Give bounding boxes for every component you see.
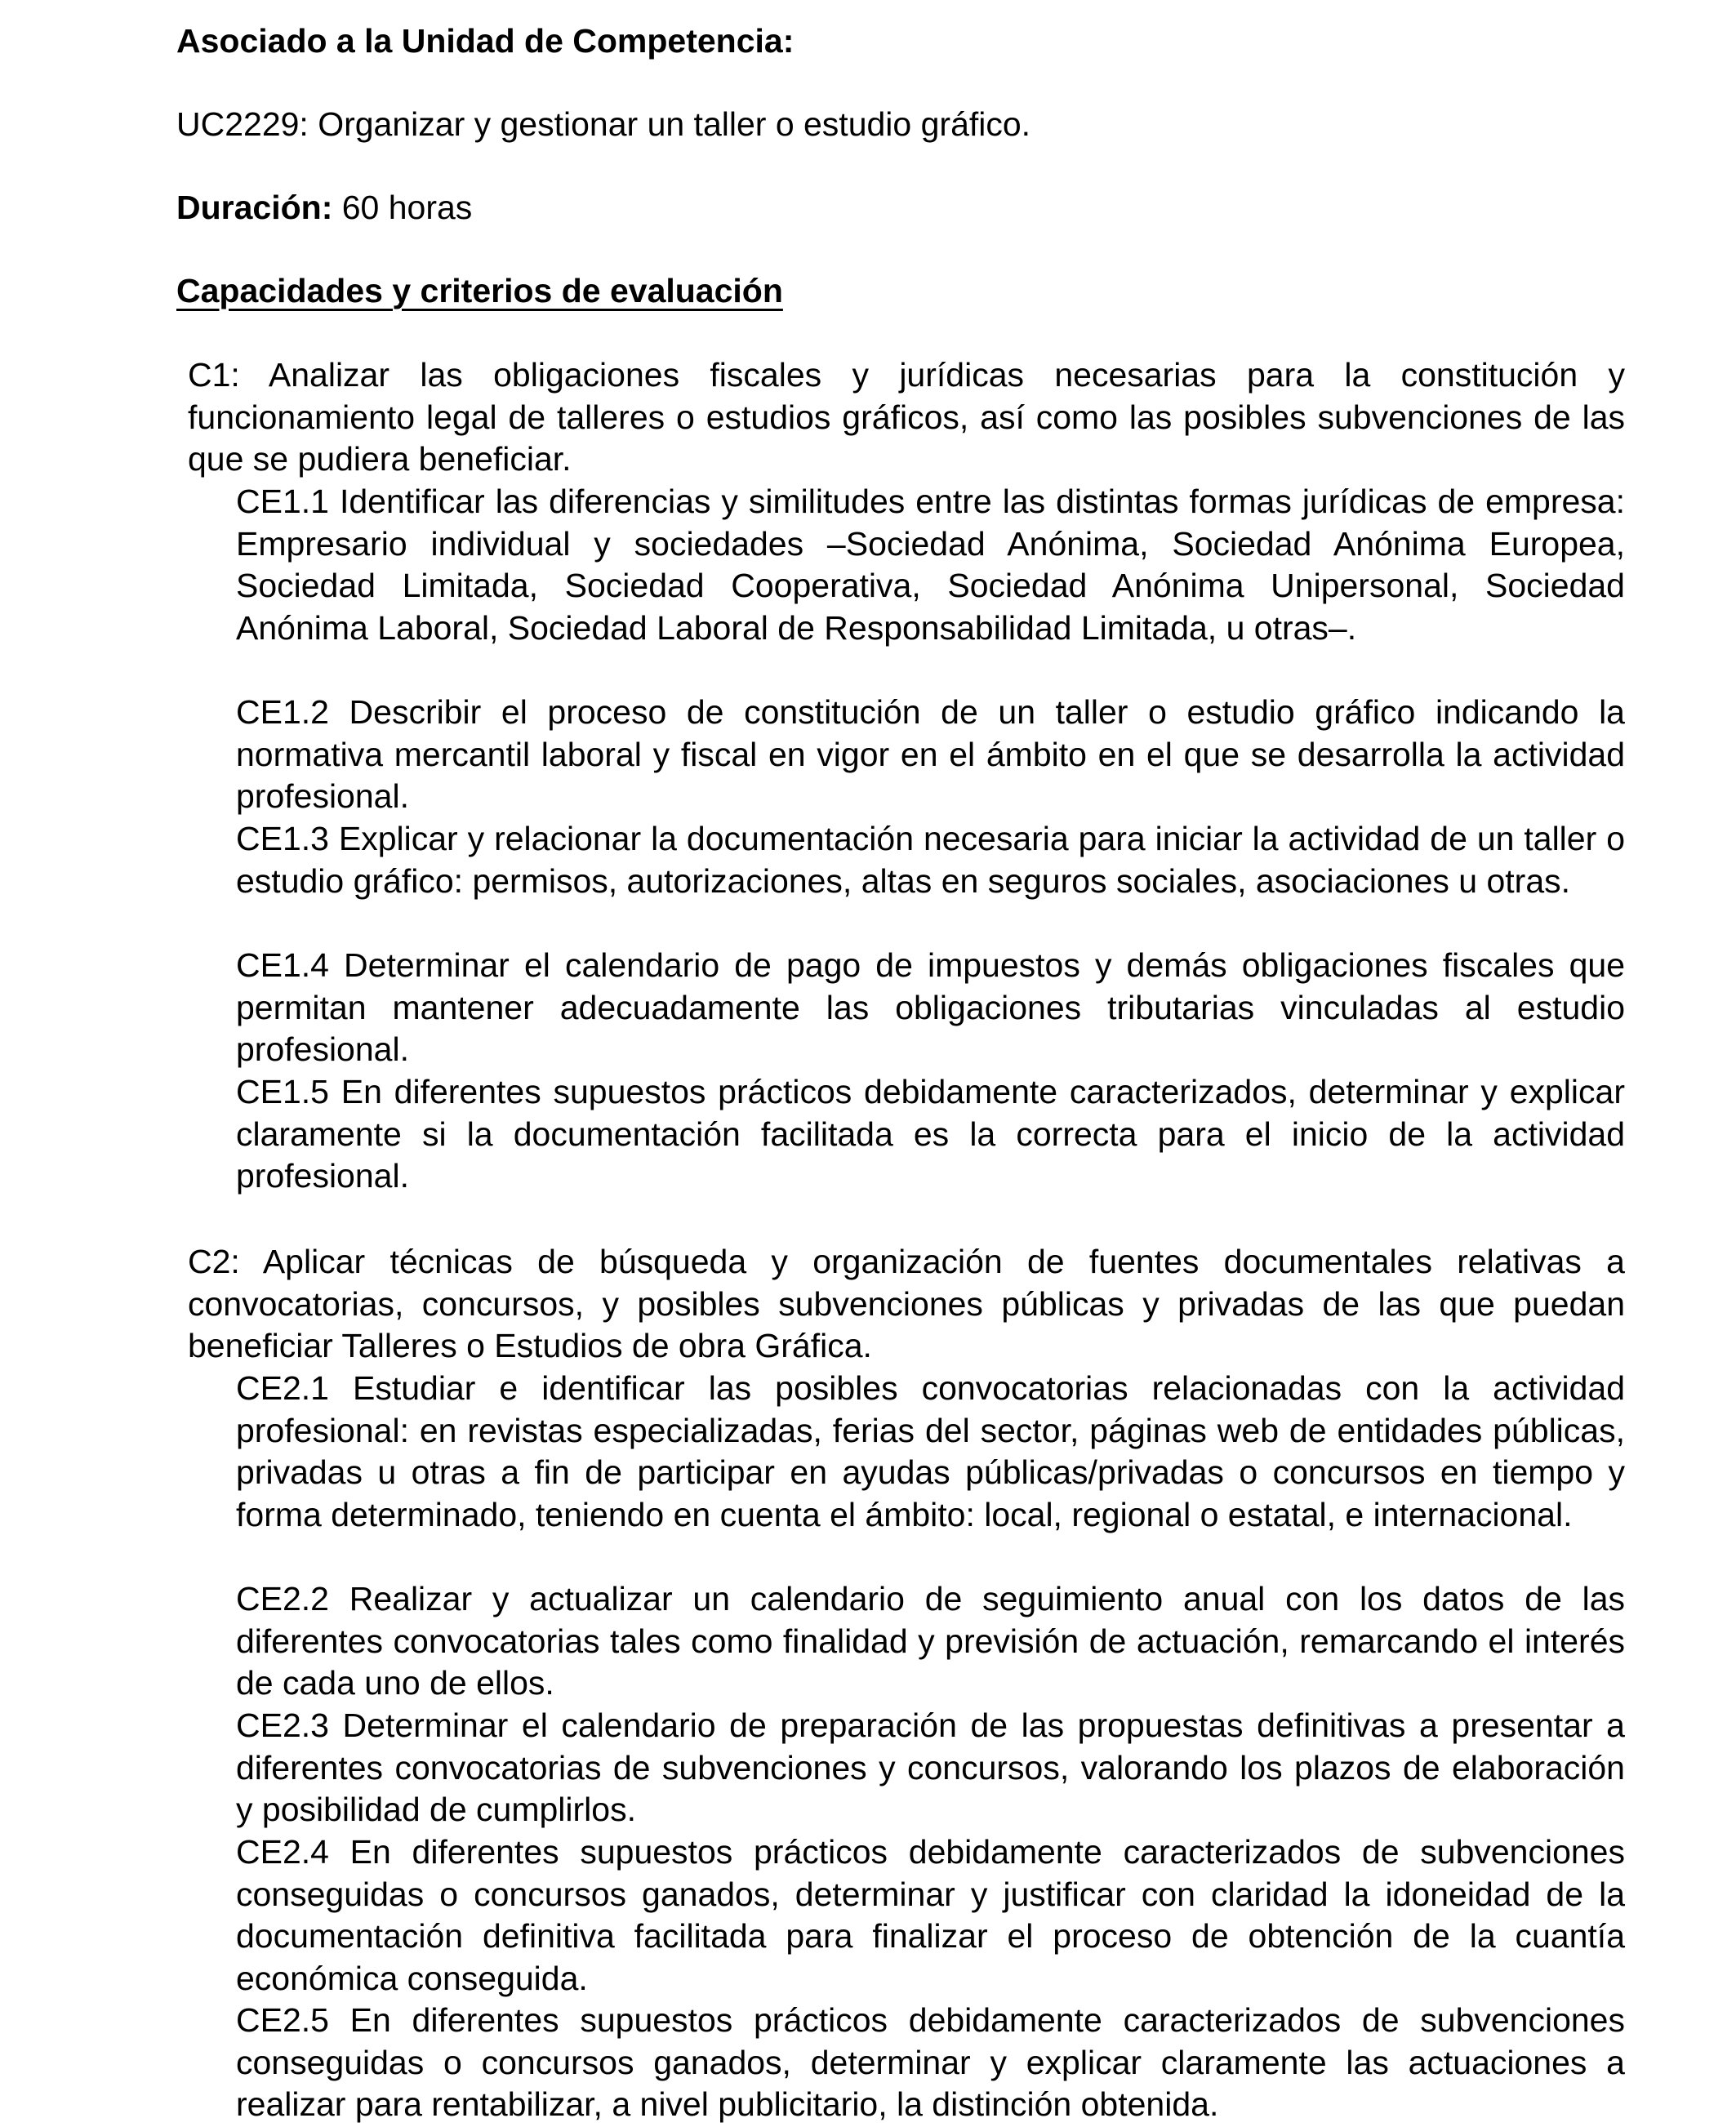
criterion-ce1-5: CE1.5 En diferentes supuestos prácticos debidamente caracterizados, determinar y explicar claramente si la documentación facilitada es la correcta para el inicio de la actividad profesional. xyxy=(236,1073,1625,1195)
criterion-ce1-2: CE1.2 Describir el proceso de constitución de un taller o estudio gráfico indicando la normativa mercantil laboral y fiscal en vigor en el ámbito en el que se desarrolla la actividad profesional. xyxy=(236,693,1625,816)
criterion-ce2-3: CE2.3 Determinar el calendario de preparación de las propuestas definitivas a presentar a diferentes convocatorias de subvenciones y concursos, valorando los plazos de elaboración y posibilidad de cumplirlos. xyxy=(236,1706,1625,1829)
section-title: Capacidades y criterios de evaluación xyxy=(176,272,783,309)
criterion-ce1-1: CE1.1 Identificar las diferencias y similitudes entre las distintas formas jurídicas de empresa: Empresario individual y sociedades –Sociedad Anónima, Sociedad Anónima Europea, Sociedad Limitada, Sociedad Cooperativa, Sociedad Anónima Unipersonal, Sociedad Anónima Laboral, Sociedad Laboral de Responsabilidad Limitada, u otras–. xyxy=(236,483,1625,647)
unit-code-title: UC2229: Organizar y gestionar un taller o estudio gráfico. xyxy=(176,105,1031,143)
criterion-ce1-3: CE1.3 Explicar y relacionar la documentación necesaria para iniciar la actividad de un taller o estudio gráfico: permisos, autorizaciones, altas en seguros sociales, asociaciones u otras. xyxy=(236,820,1625,900)
criterion-ce1-4: CE1.4 Determinar el calendario de pago de impuestos y demás obligaciones fiscales que permitan mantener adecuadamente las obligaciones tributarias vinculadas al estudio profesional. xyxy=(236,946,1625,1069)
capacity-c1: C1: Analizar las obligaciones fiscales y jurídicas necesarias para la constitución y funcionamiento legal de talleres o estudios gráficos, así como las posibles subvenciones de las que se pudiera beneficiar. xyxy=(188,356,1625,478)
capacity-c2: C2: Aplicar técnicas de búsqueda y organización de fuentes documentales relativas a convocatorias, concursos, y posibles subvenciones públicas y privadas de las que puedan beneficiar Talleres o Estudios de obra Gráfica. xyxy=(188,1243,1625,1365)
unit-heading: Asociado a la Unidad de Competencia: xyxy=(176,22,795,60)
duration-value: 60 horas xyxy=(332,189,473,226)
criterion-ce2-4: CE2.4 En diferentes supuestos prácticos debidamente caracterizados de subvenciones conseguidas o concursos ganados, determinar y justificar con claridad la idoneidad de la documentación definitiva facilitada para finalizar el proceso de obtención de la cuantía económica conseguida. xyxy=(236,1833,1625,1997)
criterion-ce2-2: CE2.2 Realizar y actualizar un calendario de seguimiento anual con los datos de las diferentes convocatorias tales como finalidad y previsión de actuación, remarcando el interés de cada uno de ellos. xyxy=(236,1580,1625,1702)
duration-line xyxy=(176,186,472,229)
criterion-ce2-1: CE2.1 Estudiar e identificar las posibles convocatorias relacionadas con la actividad profesional: en revistas especializadas, ferias del sector, páginas web de entidades públicas, privadas u otras a fin de participar en ayudas públicas/privadas o concursos en tiempo y forma determinado, teniendo en cuenta el ámbito: local, regional o estatal, e internacional. xyxy=(236,1369,1625,1533)
duration-label: Duración: xyxy=(176,189,333,226)
criterion-ce2-5: CE2.5 En diferentes supuestos prácticos debidamente caracterizados de subvenciones conseguidas o concursos ganados, determinar y explicar claramente las actuaciones a realizar para rentabilizar, a nivel publicitario, la distinción obtenida. xyxy=(236,2001,1625,2124)
